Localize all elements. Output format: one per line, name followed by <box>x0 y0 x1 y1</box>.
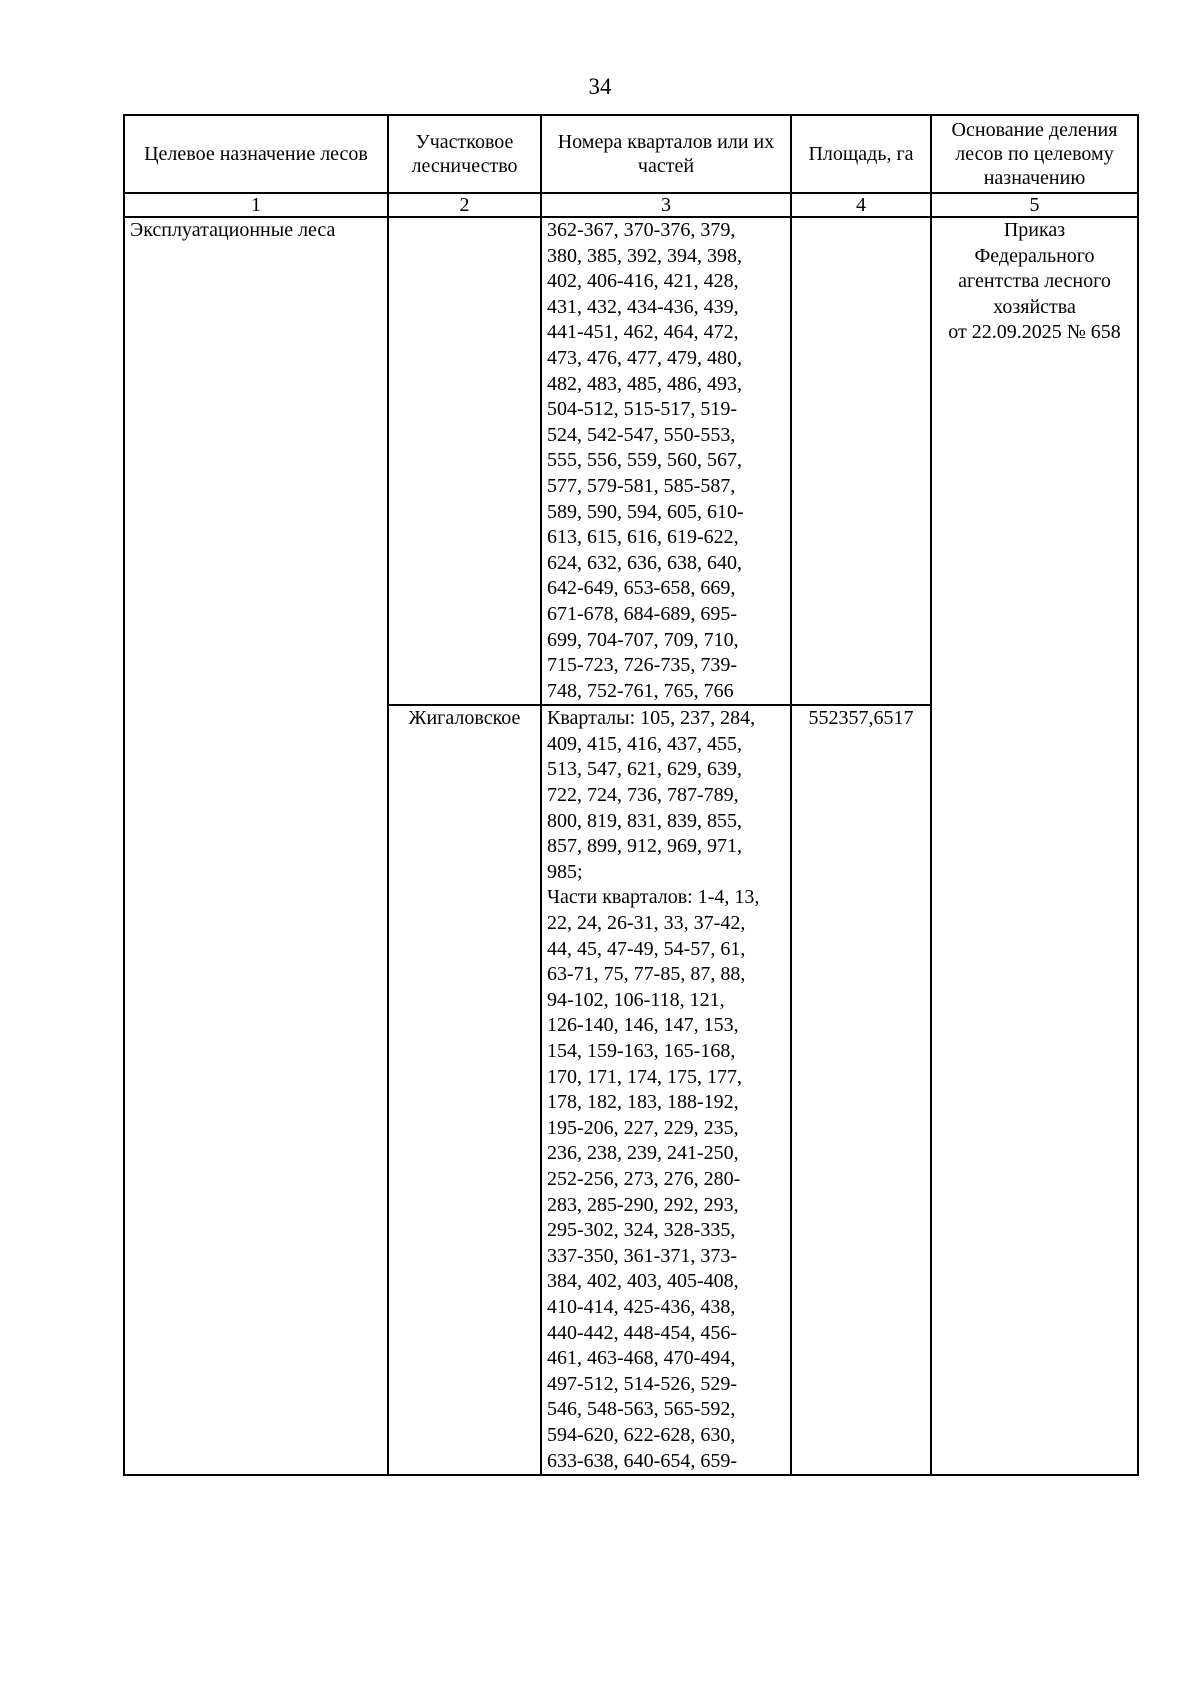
purpose-cell: Эксплуатационные леса <box>124 217 388 1475</box>
header-forestry: Участковое лесничество <box>388 115 541 193</box>
forest-purpose-table <box>123 114 1139 1476</box>
area-cell: 552357,6517 <box>791 705 931 1475</box>
area-cell <box>791 217 931 705</box>
column-number: 1 <box>124 193 388 217</box>
header-purpose: Целевое назначение лесов <box>124 115 388 193</box>
table-row <box>124 217 1138 705</box>
quarters-cell: Кварталы: 105, 237, 284, 409, 415, 416, 437, 455, 513, 547, 621, 629, 639, 722, 724, 736, 787-789, 800, 819, 831, 839, 855, 857, 899, 912, 969, 971, 985; Части кварталов: 1-4, 13, 22, 24, 26-31, 33, 37-42, 44, 45, 47-49, 54-57, 61, 63-71, 75, 77-85, 87, 88, 94-102, 106-118, 121, 126-140, 146, 147, 153, 154, 159-163, 165-168, 170, 171, 174, 175, 177, 178, 182, 183, 188-192, 195-206, 227, 229, 235, 236, 238, 239, 241-250, 252-256, 273, 276, 280- 283, 285-290, 292, 293, 295-302, 324, 328-335, 337-350, 361-371, 373- 384, 402, 403, 405-408, 410-414, 425-436, 438, 440-442, 448-454, 456- 461, 463-468, 470-494, 497-512, 514-526, 529- 546, 548-563, 565-592, 594-620, 622-628, 630, 633-638, 640-654, 659- <box>541 705 791 1475</box>
forestry-cell <box>388 217 541 705</box>
page-number: 34 <box>588 74 612 99</box>
quarters-cell: 362-367, 370-376, 379, 380, 385, 392, 394, 398, 402, 406-416, 421, 428, 431, 432, 434-436, 439, 441-451, 462, 464, 472, 473, 476, 477, 479, 480, 482, 483, 485, 486, 493, 504-512, 515-517, 519- 524, 542-547, 550-553, 555, 556, 559, 560, 567, 577, 579-581, 585-587, 589, 590, 594, 605, 610- 613, 615, 616, 619-622, 624, 632, 636, 638, 640, 642-649, 653-658, 669, 671-678, 684-689, 695- 699, 704-707, 709, 710, 715-723, 726-735, 739- 748, 752-761, 765, 766 <box>541 217 791 705</box>
column-number: 2 <box>388 193 541 217</box>
basis-cell: Приказ Федерального агентства лесного хозяйства от 22.09.2025 № 658 <box>931 217 1138 1475</box>
column-numbers-row <box>124 193 1138 217</box>
column-number: 4 <box>791 193 931 217</box>
header-row <box>124 115 1138 193</box>
column-number: 3 <box>541 193 791 217</box>
column-number: 5 <box>931 193 1138 217</box>
header-quarters: Номера кварталов или их частей <box>541 115 791 193</box>
header-area: Площадь, га <box>791 115 931 193</box>
header-basis: Основание деления лесов по целевому назначению <box>931 115 1138 193</box>
forestry-cell: Жигаловское <box>388 705 541 1475</box>
